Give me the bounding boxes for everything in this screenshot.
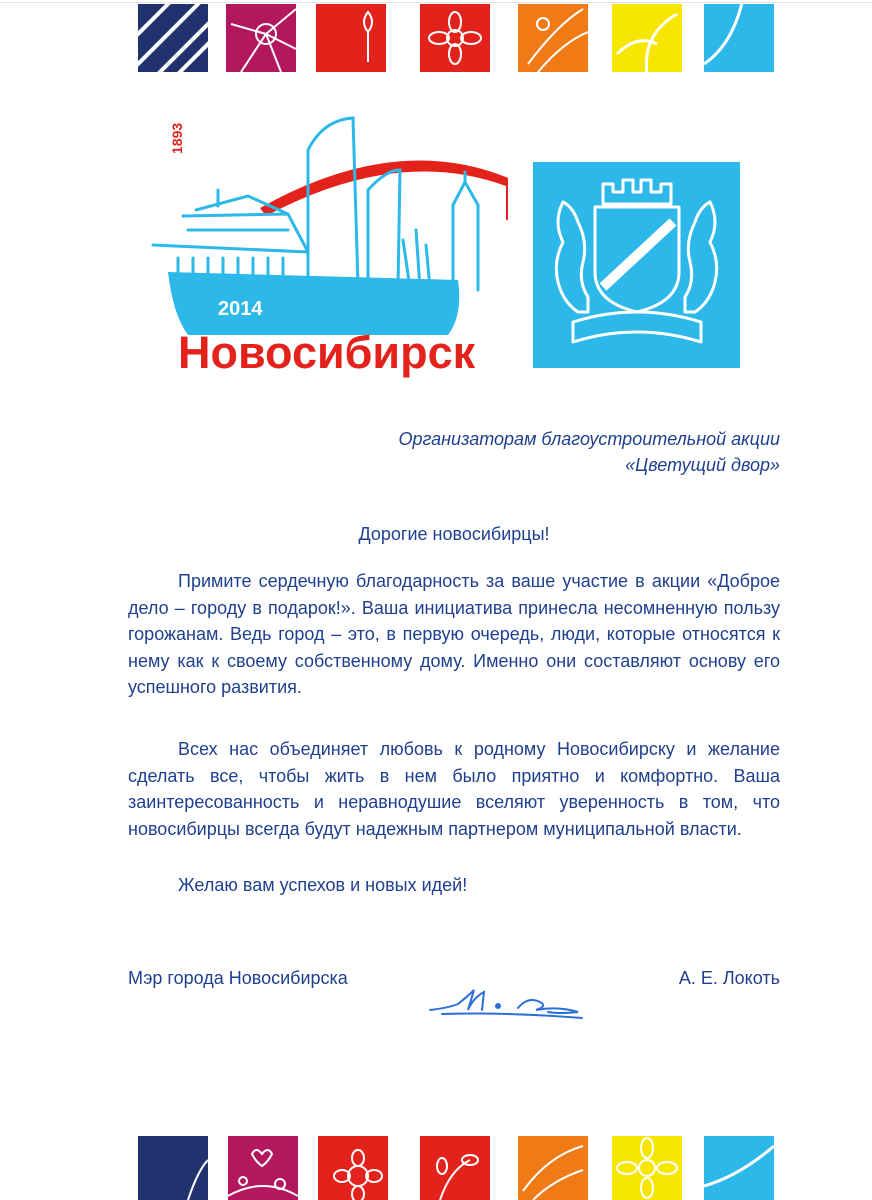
addressee-line: «Цветущий двор» (625, 455, 780, 475)
magenta-tile (226, 4, 296, 72)
red-tile (316, 4, 386, 72)
cyan-tile (704, 1136, 774, 1200)
addressee (300, 426, 780, 478)
red-flower-tile (420, 4, 490, 72)
signatory-name: А. Е. Локоть (678, 968, 780, 988)
letter-paragraph: Всех нас объединяет любовь к родному Новосибирску и желание сделать все, чтобы жить в нем было приятно и комфортно. Ваша заинтересованность и неравнодушие вселяют уверенность в том, что новосибирцы всегда будут надежным партнером муниципальной власти. (128, 739, 780, 839)
yellow-tile (612, 1136, 682, 1200)
city-coat-of-arms-icon (533, 162, 740, 368)
red-tile (318, 1136, 388, 1200)
salutation: Дорогие новосибирцы! (358, 524, 550, 544)
orange-tile (518, 1136, 588, 1200)
letter-paragraph: Примите сердечную благодарность за ваше участие в акции «Доброе дело – городу в подарок!». Ваша инициатива принесла несомненную пользу горожанам. Ведь город – это, в первую очередь, люди, которые относятся к нему как к своему собственному дому. Именно они составляют основу его успешного развития. (128, 571, 780, 697)
red-flower-tile (420, 1136, 490, 1200)
addressee-line: Организаторам благоустроительной акции (398, 429, 780, 449)
logo-year: 2014 (218, 298, 263, 320)
letter-paragraph: Желаю вам успехов и новых идей! (178, 875, 468, 895)
founded-year: 1893 (169, 122, 185, 154)
navy-tile (138, 1136, 208, 1200)
navy-tile (138, 4, 208, 72)
signatory-title: Мэр города Новосибирска (128, 968, 348, 988)
yellow-tile (612, 4, 682, 72)
mayor-signature-icon (428, 988, 584, 1022)
city-name: Новосибирск (178, 327, 476, 378)
cyan-tile (704, 4, 774, 72)
orange-tile (518, 4, 588, 72)
magenta-tile (228, 1136, 298, 1200)
city-logo-icon (148, 110, 508, 380)
top-decorative-stripe (0, 0, 872, 80)
bottom-decorative-stripe (0, 1128, 872, 1200)
